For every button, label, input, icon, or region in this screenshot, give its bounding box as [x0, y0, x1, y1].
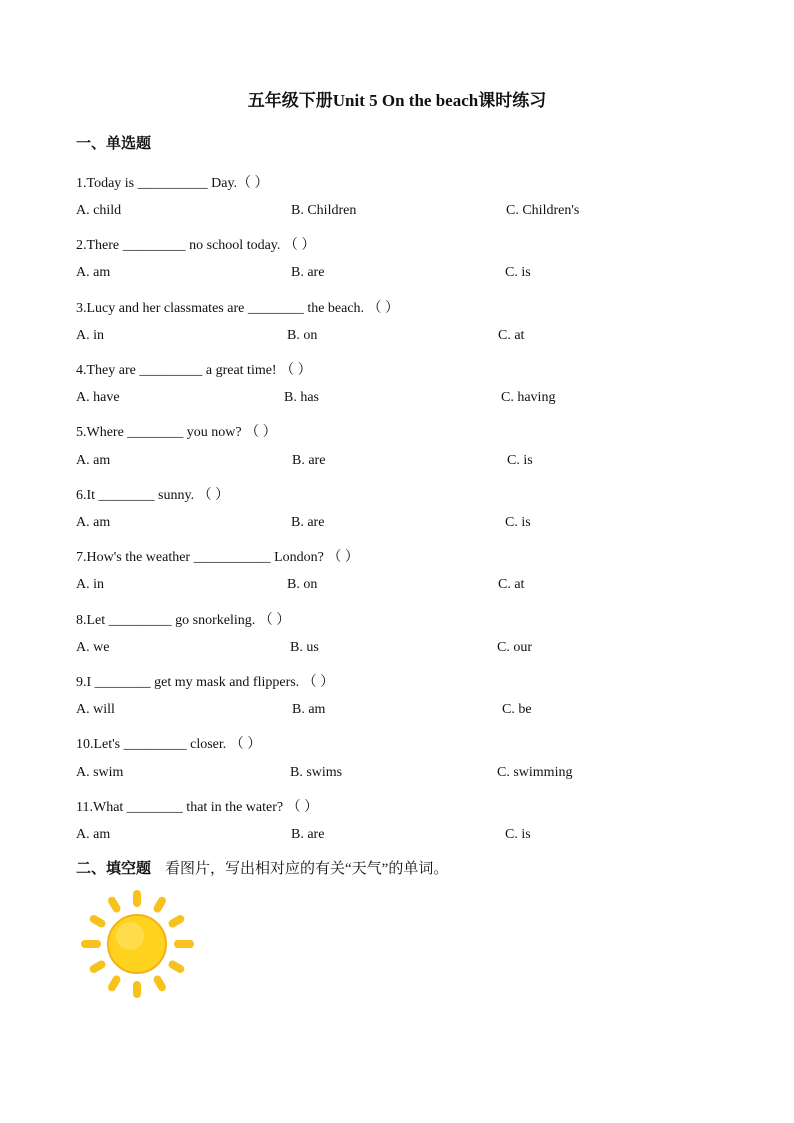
q7-option-b: B. on	[287, 577, 318, 592]
q7-option-a: A. in	[76, 577, 104, 592]
sun-ray	[152, 974, 167, 993]
section-2-heading: 二、填空题	[76, 861, 152, 877]
question-7: 7.How's the weather ___________ London? （ ）	[76, 550, 359, 565]
sun-ray	[167, 959, 186, 974]
q2-option-a: A. am	[76, 265, 111, 280]
question-1: 1.Today is __________ Day.（ ）	[76, 176, 269, 191]
question-8: 8.Let _________ go snorkeling. （ ）	[76, 613, 291, 628]
sun-ray	[167, 914, 186, 929]
q8-option-b: B. us	[290, 640, 319, 655]
sun-ray	[152, 895, 167, 914]
q10-option-c: C. swimming	[497, 765, 573, 780]
sun-ray	[107, 895, 122, 914]
sun-ray	[174, 940, 194, 948]
q6-option-b: B. are	[291, 515, 325, 530]
q6-option-c: C. is	[505, 515, 531, 530]
question-11: 11.What ________ that in the water? （ ）	[76, 800, 319, 815]
question-2: 2.There _________ no school today. （ ）	[76, 238, 316, 253]
q8-option-c: C. our	[497, 640, 532, 655]
q1-option-a: A. child	[76, 203, 122, 218]
q4-option-c: C. having	[501, 390, 556, 405]
q1-option-c: C. Children's	[506, 203, 580, 218]
q4-option-b: B. has	[284, 390, 319, 405]
section-2-instruction: 看图片，写出相对应的有关“天气”的单词。	[165, 861, 449, 877]
sun-ray	[133, 981, 141, 998]
sun-highlight	[116, 922, 144, 950]
q10-option-a: A. swim	[76, 765, 124, 780]
question-6: 6.It ________ sunny. （ ）	[76, 488, 230, 503]
q3-option-b: B. on	[287, 328, 318, 343]
q2-option-b: B. are	[291, 265, 325, 280]
q11-option-b: B. are	[291, 827, 325, 842]
q7-option-c: C. at	[498, 577, 525, 592]
q1-option-b: B. Children	[291, 203, 357, 218]
question-10: 10.Let's _________ closer. （ ）	[76, 737, 262, 752]
q3-option-c: C. at	[498, 328, 525, 343]
question-4: 4.They are _________ a great time! （ ）	[76, 363, 312, 378]
page-title: 五年级下册Unit 5 On the beach课时练习	[247, 91, 547, 110]
sun-ray	[107, 974, 122, 993]
section-heading-fill-in	[76, 857, 448, 878]
sun-ray	[133, 890, 141, 907]
q6-option-a: A. am	[76, 515, 111, 530]
q3-option-a: A. in	[76, 328, 104, 343]
q5-option-c: C. is	[507, 453, 533, 468]
q11-option-a: A. am	[76, 827, 111, 842]
q9-option-b: B. am	[292, 702, 326, 717]
question-5: 5.Where ________ you now? （ ）	[76, 425, 277, 440]
q5-option-b: B. are	[292, 453, 326, 468]
q2-option-c: C. is	[505, 265, 531, 280]
section-heading-single-choice: 一、单选题	[76, 136, 152, 152]
sun-ray	[88, 914, 107, 929]
sun-ray	[88, 959, 107, 974]
sun-icon	[78, 888, 198, 1000]
q9-option-c: C. be	[502, 702, 532, 717]
q10-option-b: B. swims	[290, 765, 343, 780]
q9-option-a: A. will	[76, 702, 115, 717]
q11-option-c: C. is	[505, 827, 531, 842]
q5-option-a: A. am	[76, 453, 111, 468]
question-9: 9.I ________ get my mask and flippers. （ ）	[76, 675, 335, 690]
question-3: 3.Lucy and her classmates are ________ the beach. （ ）	[76, 301, 400, 316]
q4-option-a: A. have	[76, 390, 120, 405]
q8-option-a: A. we	[76, 640, 110, 655]
sun-ray	[81, 940, 101, 948]
